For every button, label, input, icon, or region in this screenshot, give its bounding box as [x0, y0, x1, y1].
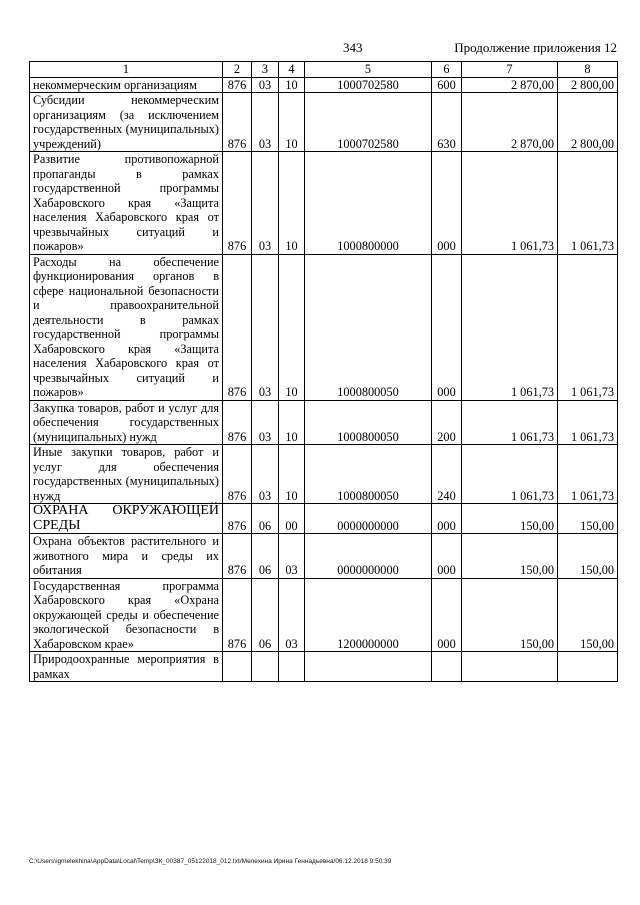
row-description: Природоохранные мероприятия в рамках: [30, 652, 223, 682]
column-header: 1: [30, 62, 223, 78]
row-section: 03: [252, 254, 279, 400]
row-target-article: 1000702580: [305, 77, 432, 93]
row-target-article: 0000000000: [305, 504, 432, 534]
row-section: 06: [252, 534, 279, 579]
table-row: [30, 152, 618, 255]
row-expense-type: 200: [432, 400, 462, 445]
row-target-article: 1000702580: [305, 93, 432, 152]
row-description: ОХРАНА ОКРУЖАЮЩЕЙ СРЕДЫ: [30, 504, 223, 534]
row-sum-2: [558, 652, 618, 682]
row-description: Субсидии некоммерческим организациям (за исключением государственных (муниципальных) учреждений): [30, 93, 223, 152]
row-section: 03: [252, 152, 279, 255]
table-header-row: [30, 62, 618, 78]
row-sum-1: 150,00: [462, 504, 558, 534]
row-expense-type: 630: [432, 93, 462, 152]
row-code: 876: [223, 578, 252, 652]
row-description: некоммерческим организациям: [30, 77, 223, 93]
row-target-article: 1000800050: [305, 400, 432, 445]
row-subsection: [279, 652, 305, 682]
row-section: 06: [252, 578, 279, 652]
column-header: 7: [462, 62, 558, 78]
row-target-article: 1000800050: [305, 445, 432, 504]
row-code: 876: [223, 152, 252, 255]
column-header: 2: [223, 62, 252, 78]
row-sum-1: 150,00: [462, 578, 558, 652]
row-subsection: 10: [279, 93, 305, 152]
row-section: 03: [252, 77, 279, 93]
table-row: [30, 652, 618, 682]
row-subsection: 10: [279, 77, 305, 93]
row-target-article: 1000800000: [305, 152, 432, 255]
row-target-article: [305, 652, 432, 682]
page-number: 343: [343, 40, 363, 55]
table-body: [30, 77, 618, 682]
row-sum-2: 150,00: [558, 578, 618, 652]
row-sum-1: 150,00: [462, 534, 558, 579]
row-target-article: 1000800050: [305, 254, 432, 400]
table-row: [30, 93, 618, 152]
row-sum-2: 2 800,00: [558, 93, 618, 152]
row-code: 876: [223, 400, 252, 445]
row-description: Расходы на обеспечение функционирования органов в сфере национальной безопасности и правоохранительной деятельности в рамках государственной программы Хабаровского края «Защита населения Хабаровского края от чрезвычайных ситуаций и пожаров»: [30, 254, 223, 400]
row-sum-2: 1 061,73: [558, 400, 618, 445]
table-row: [30, 504, 618, 534]
row-sum-2: 1 061,73: [558, 254, 618, 400]
row-code: 876: [223, 254, 252, 400]
row-code: 876: [223, 93, 252, 152]
row-expense-type: 000: [432, 254, 462, 400]
row-sum-2: 2 800,00: [558, 77, 618, 93]
row-sum-2: 150,00: [558, 534, 618, 579]
row-section: 03: [252, 93, 279, 152]
table-row: [30, 400, 618, 445]
row-sum-1: 2 870,00: [462, 77, 558, 93]
table-row: [30, 77, 618, 93]
row-expense-type: 000: [432, 534, 462, 579]
row-section: 03: [252, 400, 279, 445]
row-sum-2: 1 061,73: [558, 445, 618, 504]
row-code: 876: [223, 534, 252, 579]
row-expense-type: 240: [432, 445, 462, 504]
budget-table: [29, 61, 618, 682]
row-sum-1: 2 870,00: [462, 93, 558, 152]
table-row: [30, 578, 618, 652]
row-target-article: 0000000000: [305, 534, 432, 579]
column-header: 5: [305, 62, 432, 78]
row-code: 876: [223, 77, 252, 93]
row-subsection: 03: [279, 534, 305, 579]
row-subsection: 10: [279, 152, 305, 255]
row-expense-type: 600: [432, 77, 462, 93]
row-description: Развитие противопожарной пропаганды в рамках государственной программы Хабаровского края «Защита населения Хабаровского края от чрезвычайных ситуаций и пожаров»: [30, 152, 223, 255]
row-sum-1: 1 061,73: [462, 400, 558, 445]
row-description: Иные закупки товаров, работ и услуг для обеспечения государственных (муниципальных) нужд: [30, 445, 223, 504]
row-subsection: 10: [279, 254, 305, 400]
row-expense-type: 000: [432, 152, 462, 255]
row-sum-2: 1 061,73: [558, 152, 618, 255]
row-section: 03: [252, 445, 279, 504]
table-row: [30, 445, 618, 504]
row-code: 876: [223, 504, 252, 534]
row-section: 06: [252, 504, 279, 534]
row-code: 876: [223, 445, 252, 504]
row-sum-1: 1 061,73: [462, 152, 558, 255]
column-header: 8: [558, 62, 618, 78]
row-subsection: 10: [279, 400, 305, 445]
row-expense-type: 000: [432, 578, 462, 652]
row-subsection: 03: [279, 578, 305, 652]
row-description: Охрана объектов растительного и животного мира и среды их обитания: [30, 534, 223, 579]
row-sum-2: 150,00: [558, 504, 618, 534]
row-code: [223, 652, 252, 682]
row-subsection: 10: [279, 445, 305, 504]
row-section: [252, 652, 279, 682]
table-row: [30, 534, 618, 579]
column-header: 4: [279, 62, 305, 78]
row-target-article: 1200000000: [305, 578, 432, 652]
footer-file-path: C:\Users\igmelekhina\AppData\Local\Temp\ЗК_00387_05122018_012.txt/Мелехина Ирина Геннадьевна/06.12.2018 9:50:39: [29, 858, 392, 865]
column-header: 6: [432, 62, 462, 78]
column-header: 3: [252, 62, 279, 78]
row-expense-type: [432, 652, 462, 682]
row-expense-type: 000: [432, 504, 462, 534]
table-row: [30, 254, 618, 400]
row-description: Закупка товаров, работ и услуг для обеспечения государственных (муниципальных) нужд: [30, 400, 223, 445]
row-subsection: 00: [279, 504, 305, 534]
row-description: Государственная программа Хабаровского края «Охрана окружающей среды и обеспечение экологической безопасности в Хабаровском крае»: [30, 578, 223, 652]
row-sum-1: 1 061,73: [462, 254, 558, 400]
row-sum-1: [462, 652, 558, 682]
row-sum-1: 1 061,73: [462, 445, 558, 504]
appendix-note: Продолжение приложения 12: [454, 40, 617, 55]
